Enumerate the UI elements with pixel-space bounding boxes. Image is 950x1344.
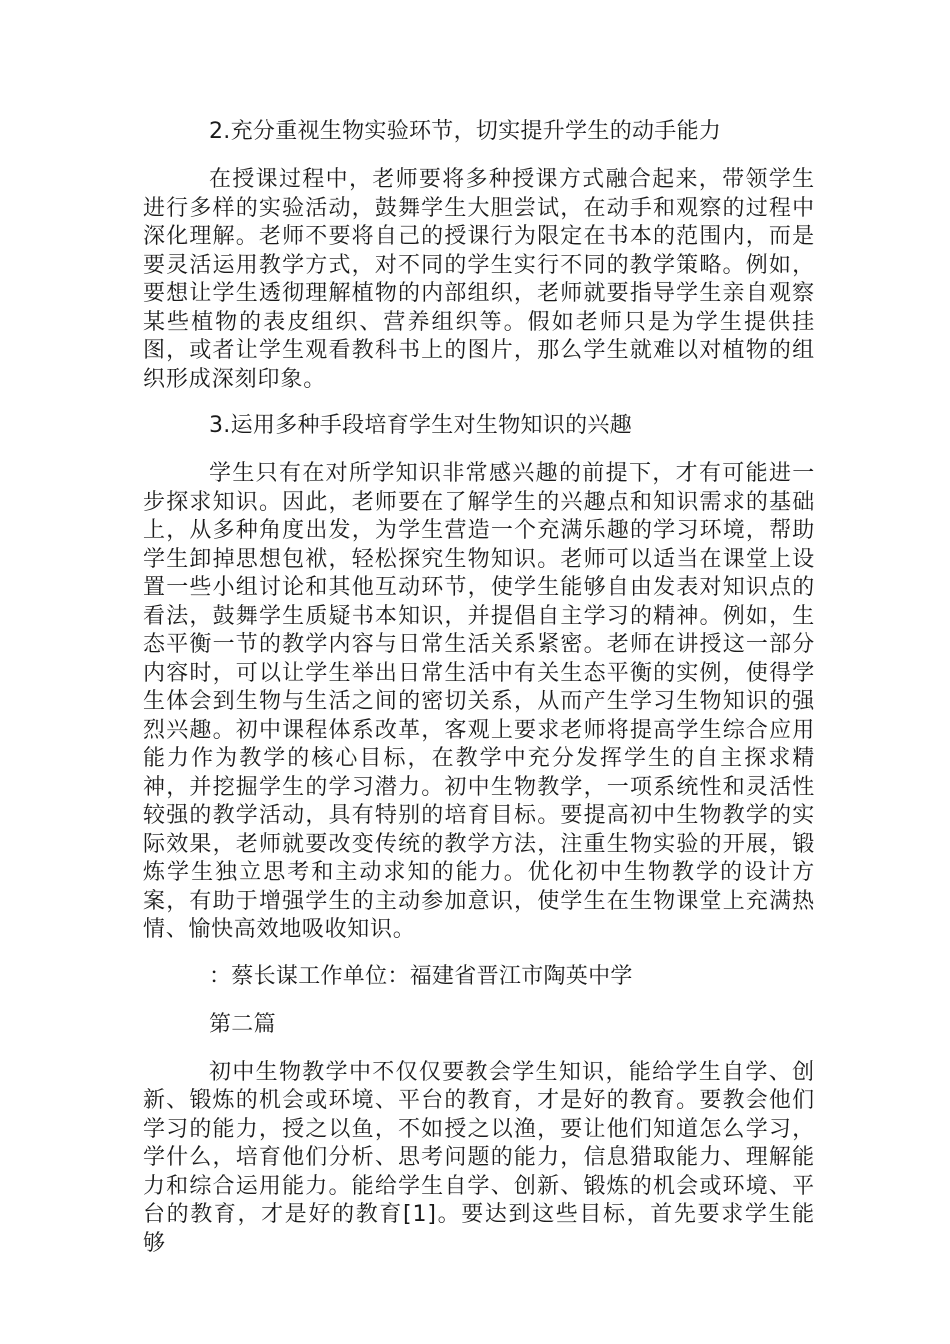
section-title: 第二篇 [209, 1011, 276, 1037]
body-paragraph-2: 学生只有在对所学知识非常感兴趣的前提下，才有可能进一步探求知识。因此，老师要在了解学生的兴趣点和知识需求的基础上，从多种角度出发，为学生营造一个充满乐趣的学习环境，帮助学生卸掉思想包袱，轻松探究生物知识。老师可以适当在课堂上设置一些小组讨论和其他互动环节，使学生能够自由发表对知识点的看法，鼓舞学生质疑书本知识，并提倡自主学习的精神。例如，生态平衡一节的教学内容与日常生活关系紧密。老师在讲授这一部分内容时，可以让学生举出日常生活中有关生态平衡的实例，使得学生体会到生物与生活之间的密切关系，从而产生学习生物知识的强烈兴趣。初中课程体系改革，客观上要求老师将提高学生综合应用能力作为教学的核心目标，在教学中充分发挥学生的自主探求精神，并挖掘学生的学习潜力。初中生物教学，一项系统性和灵活性较强的教学活动，具有特别的培育目标。要提高初中生物教学的实际效果，老师就要改变传统的教学方法，注重生物实验的开展，锻炼学生独立思考和主动求知的能力。优化初中生物教学的设计方案，有助于增强学生的主动参加意识，使学生在生物课堂上充满热情、愉快高效地吸收知识。 [143, 461, 815, 942]
body-paragraph-1: 在授课过程中，老师要将多种授课方式融合起来，带领学生进行多样的实验活动，鼓舞学生大胆尝试，在动手和观察的过程中深化理解。老师不要将自己的授课行为限定在书本的范围内，而是要灵活运用教学方式，对不同的学生实行不同的教学策略。例如，要想让学生透彻理解植物的内部组织，老师就要指导学生亲自观察某些植物的表皮组织、营养组织等。假如老师只是为学生提供挂图，或者让学生观看教科书上的图片，那么学生就难以对植物的组织形成深刻印象。 [143, 167, 815, 392]
author-line: ：蔡长谋工作单位：福建省晋江市陶英中学 [209, 963, 633, 989]
section-heading-2: 2.充分重视生物实验环节，切实提升学生的动手能力 [209, 119, 722, 144]
body-paragraph-3: 初中生物教学中不仅仅要教会学生知识，能给学生自学、创新、锻炼的机会或环境、平台的教育，才是好的教育。要教会他们学习的能力，授之以鱼，不如授之以渔，要让他们知道怎么学习，学什么，培育他们分析、思考问题的能力，信息猎取能力、理解能力和综合运用能力。能给学生自学、创新、锻炼的机会或环境、平台的教育，才是好的教育[1]。要达到这些目标，首先要求学生能够 [143, 1059, 815, 1256]
document-page [143, 118, 815, 1276]
section-heading-3: 3.运用多种手段培育学生对生物知识的兴趣 [209, 413, 632, 438]
